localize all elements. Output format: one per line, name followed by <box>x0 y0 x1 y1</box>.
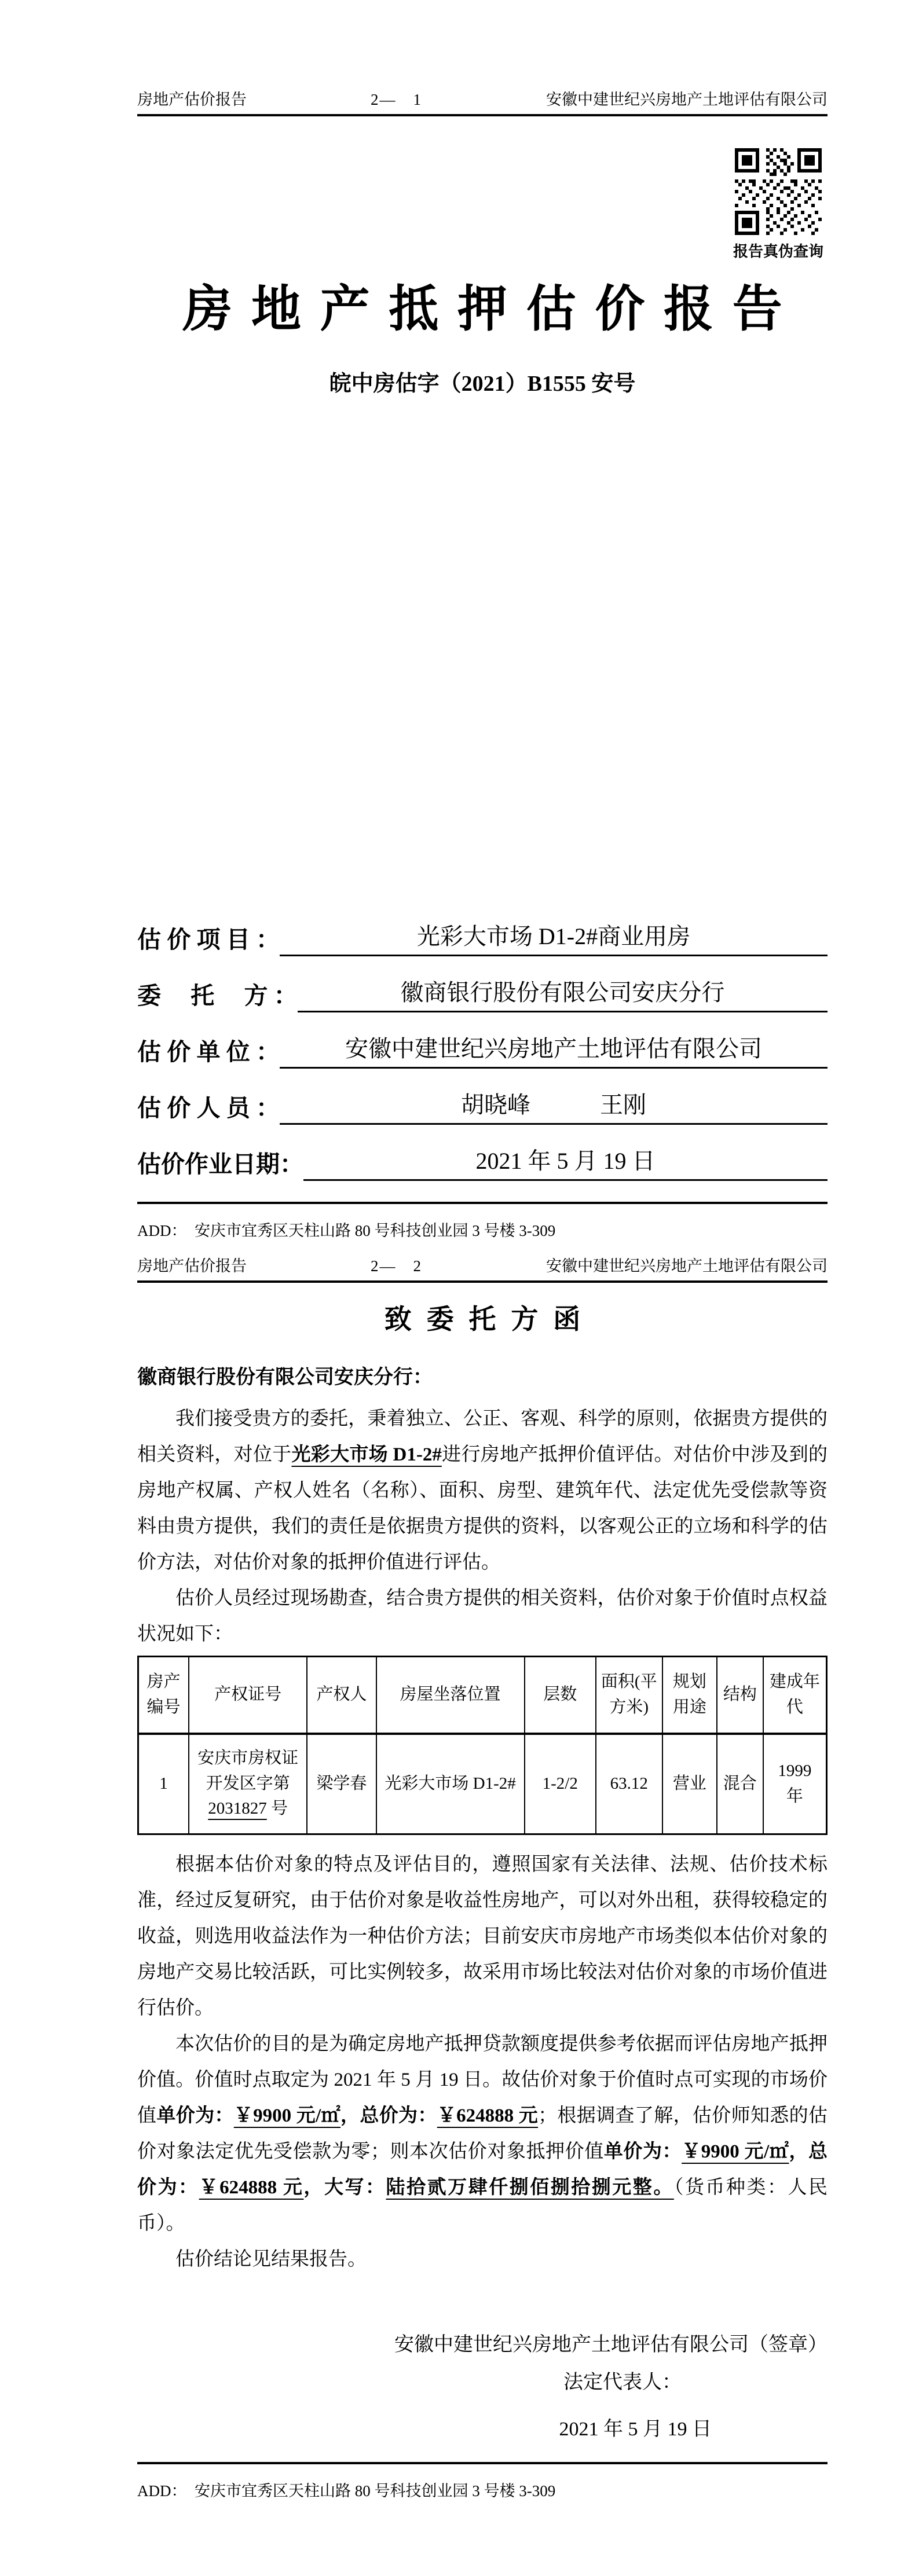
field-label: 估 价 单 位 ： <box>137 1039 280 1066</box>
field-label: 委 托 方 ： <box>137 982 298 1010</box>
table-header-row <box>138 1656 827 1734</box>
qr-code <box>735 148 822 235</box>
qr-caption: 报告真伪查询 <box>733 243 823 260</box>
field-value: 徽商银行股份有限公司安庆分行 <box>298 977 828 1012</box>
cell-property-no: 1 <box>138 1734 189 1834</box>
col-property-no: 房产编号 <box>138 1656 189 1734</box>
paragraph-survey: 估价人员经过现场勘查，结合贵方提供的相关资料，估价对象于价值时点权益状况如下： <box>137 1587 828 1645</box>
property-rights-table <box>137 1656 828 1835</box>
cell-floors: 1-2/2 <box>525 1734 596 1834</box>
field-label: 估 价 人 员 ： <box>137 1095 280 1122</box>
page1-running-header <box>137 87 828 116</box>
col-structure: 结构 <box>717 1656 763 1734</box>
cell-owner: 梁学春 <box>307 1734 376 1834</box>
col-location: 房屋坐落位置 <box>376 1656 525 1734</box>
signature-legal-representative: 法定代表人： <box>563 2371 682 2393</box>
running-header-report-type: 房地产估价报告 <box>137 1257 247 1275</box>
cell-cert-no: 安庆市房权证开发区字第2031827 号 <box>189 1734 307 1834</box>
signature-company: 安徽中建世纪兴房地产土地评估有限公司（签章） <box>394 2333 828 2355</box>
paragraph-valuation-result: 本次估价的目的是为确定房地产抵押贷款额度提供参考依据而评估房地产抵押价值。价值时点取定为 2021 年 5 月 19 日。故估价对象于价值时点可实现的市场价值单价为：￥9900 元/㎡，总价为：￥624888 元；根据调查了解，估价师知悉的估价对象法定优先受偿款为零；则本次估价对象抵押价值单价为：￥9900 元/㎡，总价为：￥624888 元，大写：陆拾贰万肆仟捌佰捌拾捌元整。（货币种类：人民币）。 <box>137 2033 828 2234</box>
page2-footer-address: ADD： 安庆市宜秀区天柱山路 80 号科技创业园 3 号楼 3-309 <box>137 2462 828 2501</box>
col-year-built: 建成年代 <box>763 1656 827 1734</box>
letter-body-continued <box>137 1847 828 2277</box>
running-header-company: 安徽中建世纪兴房地产土地评估有限公司 <box>546 1257 828 1275</box>
field-appraisers <box>137 1089 828 1125</box>
field-label: 估 价 项 目 ： <box>137 926 280 953</box>
field-appraisal-agency <box>137 1033 828 1069</box>
field-appraisal-date <box>137 1146 828 1181</box>
col-floors: 层数 <box>525 1656 596 1734</box>
page1-footer-address: ADD： 安庆市宜秀区天柱山路 80 号科技创业园 3 号楼 3-309 <box>137 1202 828 1241</box>
field-value: 胡晓峰 王刚 <box>280 1089 828 1125</box>
page1-page-number: 2— 1 <box>371 91 422 108</box>
field-label: 估价作业日期： <box>137 1151 303 1178</box>
paragraph-commission: 我们接受贵方的委托，秉着独立、公正、客观、科学的原则，依据贵方提供的相关资料，对位于光彩大市场 D1-2#进行房地产抵押价值评估。对估价中涉及到的房地产权属、产权人姓名（名称）、面积、房型、建筑年代、法定优先受偿款等资料由贵方提供，我们的责任是依据贵方提供的资料，以客观公正的立场和科学的估价方法，对估价对象的抵押价值进行评估。 <box>137 1408 828 1573</box>
field-value: 安徽中建世纪兴房地产土地评估有限公司 <box>280 1033 828 1069</box>
table-row <box>138 1734 827 1834</box>
col-planned-use: 规划用途 <box>662 1656 717 1734</box>
signature-date: 2021 年 5 月 19 日 <box>559 2418 712 2440</box>
col-owner: 产权人 <box>307 1656 376 1734</box>
letter-title: 致委托方函 <box>384 1304 596 1335</box>
field-value: 光彩大市场 D1-2#商业用房 <box>280 921 828 956</box>
report-verification-qr-block <box>729 148 828 261</box>
cell-area: 63.12 <box>596 1734 662 1834</box>
cell-location: 光彩大市场 D1-2# <box>376 1734 525 1834</box>
letter-salutation: 徽商银行股份有限公司安庆分行： <box>137 1366 433 1388</box>
page2-running-header <box>137 1253 828 1283</box>
cover-fields <box>137 921 828 1181</box>
cell-year-built: 1999 年 <box>763 1734 827 1834</box>
running-header-report-type: 房地产估价报告 <box>137 91 247 108</box>
report-title: 房地产抵押估价报告 <box>182 281 801 337</box>
col-area: 面积(平方米) <box>596 1656 662 1734</box>
running-header-company: 安徽中建世纪兴房地产土地评估有限公司 <box>546 91 828 108</box>
cell-structure: 混合 <box>717 1734 763 1834</box>
col-cert-no: 产权证号 <box>189 1656 307 1734</box>
letter-body <box>137 1401 828 1652</box>
cell-planned-use: 营业 <box>662 1734 717 1834</box>
paragraph-conclusion-ref: 估价结论见结果报告。 <box>175 2248 367 2270</box>
report-document <box>137 87 828 2501</box>
field-appraisal-project <box>137 921 828 956</box>
paragraph-methodology: 根据本估价对象的特点及评估目的，遵照国家有关法律、法规、估价技术标准，经过反复研究，由于估价对象是收益性房地产，可以对外出租，获得较稳定的收益，则选用收益法作为一种估价方法；目前安庆市房地产市场类似本估价对象的房地产交易比较活跃，可比实例较多，故采用市场比较法对估价对象的市场价值进行估价。 <box>137 1854 828 2019</box>
field-value: 2021 年 5 月 19 日 <box>303 1146 828 1181</box>
field-client <box>137 977 828 1012</box>
page2-page-number: 2— 2 <box>371 1257 422 1275</box>
report-doc-number: 皖中房估字（2021）B1555 安号 <box>329 371 636 396</box>
